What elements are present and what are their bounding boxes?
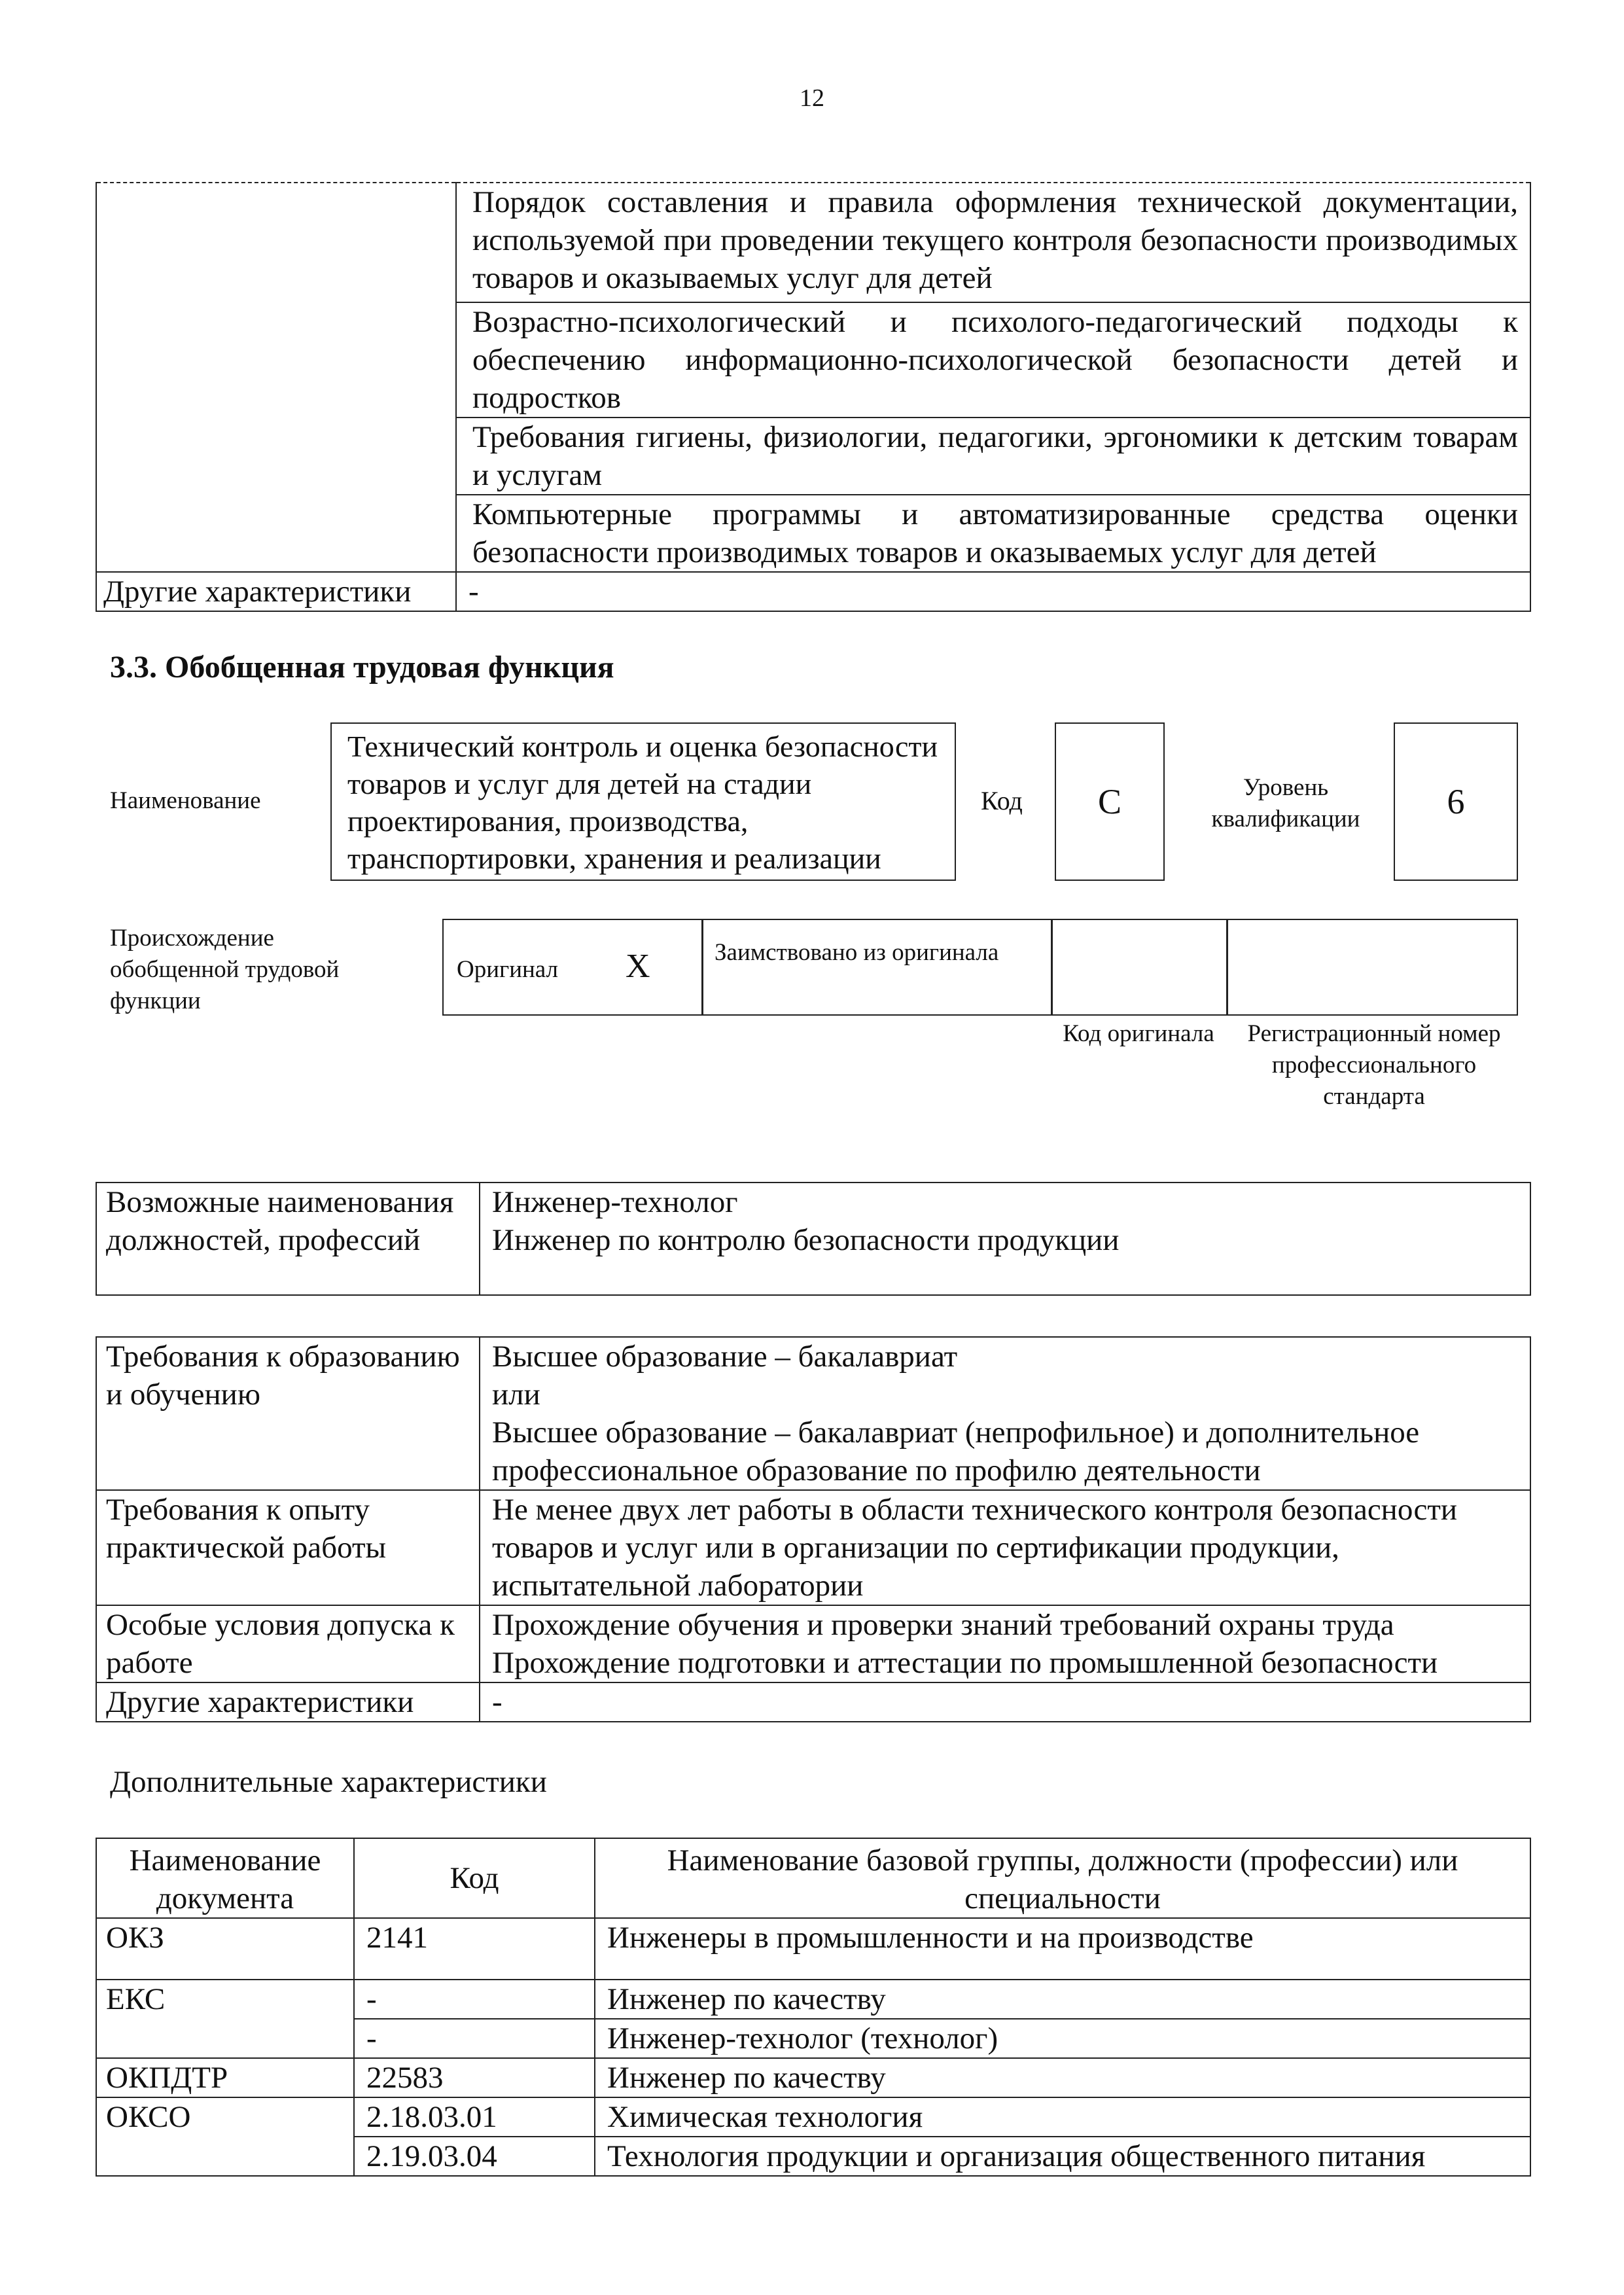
code-caption: Код оригинала <box>1063 1020 1214 1047</box>
req-value: Не менее двух лет работы в области технического контроля безопасности товаров и услуг или в организации по сертификации продукции, испытательной лаборатории <box>480 1490 1530 1605</box>
req-label: Требования к образованию и обучению <box>96 1337 480 1490</box>
code-value: C <box>1055 722 1165 881</box>
additional-table <box>96 1838 1531 2177</box>
level-label: Уровень квалификации <box>1211 774 1360 832</box>
reg-caption: Регистрационный номер профессионального стандарта <box>1247 1020 1501 1110</box>
req-label: Требования к опыту практической работы <box>96 1490 480 1605</box>
code-label: Код <box>981 786 1023 815</box>
knowledge-item: Компьютерные программы и автоматизированные средства оценки безопасности производимых товаров и оказываемых услуг для детей <box>456 495 1530 572</box>
row-code: 2.18.03.01 <box>354 2097 595 2137</box>
header-name: Наименование базовой группы, должности (профессии) или специальности <box>595 1838 1530 1918</box>
positions-table <box>96 1182 1531 1296</box>
row-code: 2.19.03.04 <box>354 2137 595 2176</box>
row-doc: ОКПДТР <box>96 2058 354 2097</box>
knowledge-item: Возрастно-психологический и психолого-педагогический подходы к обеспечению информационно-психологической безопасности детей и подростков <box>456 302 1530 418</box>
knowledge-item: Требования гигиены, физиологии, педагогики, эргономики к детским товарам и услугам <box>456 418 1530 495</box>
other-value: - <box>456 572 1530 611</box>
divider <box>701 920 703 1014</box>
req-label: Другие характеристики <box>96 1682 480 1722</box>
page-number: 12 <box>800 84 824 112</box>
other-label: Другие характеристики <box>96 572 456 611</box>
name-label: Наименование <box>110 787 261 814</box>
positions-label: Возможные наименования должностей, профессий <box>96 1183 480 1295</box>
row-name: Химическая технология <box>595 2097 1530 2137</box>
row-name: Инженер по качеству <box>595 2058 1530 2097</box>
header-code: Код <box>354 1838 595 1918</box>
row-code: - <box>354 1980 595 2019</box>
original-label: Оригинал <box>457 956 559 983</box>
row-code: - <box>354 2019 595 2058</box>
position-item: Инженер по контролю безопасности продукции <box>492 1223 1120 1257</box>
row-name: Инженеры в промышленности и на производстве <box>595 1918 1530 1980</box>
knowledge-table <box>96 182 1531 612</box>
req-label: Особые условия допуска к работе <box>96 1605 480 1682</box>
req-value: Высшее образование – бакалавриат или Высшее образование – бакалавриат (непрофильное) и дополнительное профессиональное образование по профилю деятельности <box>480 1337 1530 1490</box>
req-value: Прохождение обучения и проверки знаний требований охраны труда Прохождение подготовки и аттестации по промышленной безопасности <box>480 1605 1530 1682</box>
row-code: 22583 <box>354 2058 595 2097</box>
function-name: Технический контроль и оценка безопасности товаров и услуг для детей на стадии проектирования, производства, транспортировки, хранения и реализации <box>330 722 956 881</box>
header-doc: Наименование документа <box>96 1838 354 1918</box>
origin-label: Происхождение обобщенной трудовой функции <box>110 925 340 1014</box>
row-name: Инженер-технолог (технолог) <box>595 2019 1530 2058</box>
positions-values <box>480 1183 1530 1295</box>
origin-box <box>442 919 1518 1016</box>
knowledge-item: Порядок составления и правила оформления технической документации, используемой при проведении текущего контроля безопасности производимых товаров и оказываемых услуг для детей <box>456 183 1530 302</box>
original-mark: X <box>626 948 650 985</box>
row-name: Инженер по качеству <box>595 1980 1530 2019</box>
additional-title: Дополнительные характеристики <box>110 1765 547 1799</box>
section-heading: 3.3. Обобщенная трудовая функция <box>110 650 614 685</box>
level-value: 6 <box>1394 722 1518 881</box>
row-code: 2141 <box>354 1918 595 1980</box>
borrowed-label: Заимствовано из оригинала <box>715 939 999 966</box>
row-name: Технология продукции и организация общественного питания <box>595 2137 1530 2176</box>
divider <box>1051 920 1053 1014</box>
requirements-table <box>96 1336 1531 1722</box>
row-doc: ОКСО <box>96 2097 354 2176</box>
row-doc: ЕКС <box>96 1980 354 2058</box>
row-doc: ОКЗ <box>96 1918 354 1980</box>
divider <box>1226 920 1228 1014</box>
req-value: - <box>480 1682 1530 1722</box>
empty-label-cell <box>96 183 456 572</box>
position-item: Инженер-технолог <box>492 1185 738 1219</box>
